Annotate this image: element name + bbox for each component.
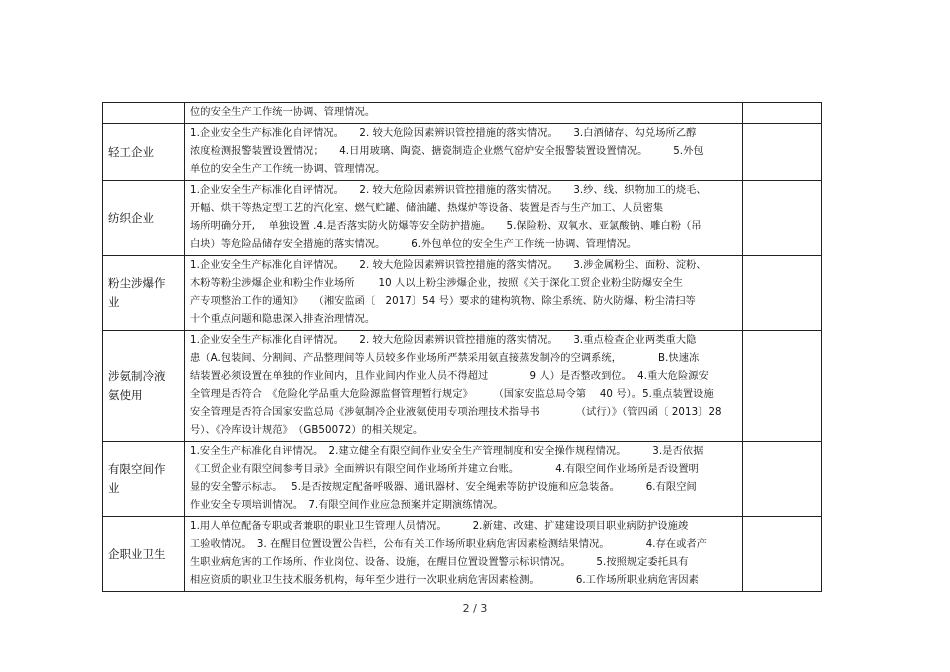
- content-line: 工验收情况。 3. 在醒目位置设置公告栏，公布有关工作场所职业病危害因素检测结果情况。 4.存在或者产: [190, 539, 708, 550]
- content-line: 开幅、烘干等热定型工艺的汽化室、燃气贮罐、储油罐、热煤炉等设备、装置是否与生产加工、人员密集: [190, 203, 664, 214]
- category-cell: [103, 331, 185, 442]
- blank-cell: [743, 517, 822, 592]
- category-cell: [103, 256, 185, 331]
- content-line: 1.企业安全生产标准化自评情况。 2. 较大危险因素辨识管控措施的落实情况。 3.重点检查企业两类重大隐: [190, 335, 697, 346]
- inspection-content-cell: [185, 517, 743, 592]
- content-line: 1.企业安全生产标准化自评情况。 2. 较大危险因素辨识管控措施的落实情况。 3.白酒储存、勾兑场所乙醇: [190, 128, 697, 139]
- content-line: 位的安全生产工作统一协调、管理情况。: [190, 107, 376, 118]
- blank-cell: [743, 181, 822, 256]
- content-line: 单位的安全生产工作统一协调、管理情况。: [190, 164, 386, 175]
- content-line: 全管理是否符合 《危险化学品重大危险源监督管理暂行规定》 （国家安监总局令第 40 号）。5.重点装置设施: [190, 389, 714, 400]
- blank-cell: [743, 256, 822, 331]
- content-line: 结装置必须设置在单独的作业间内，且作业间内作业人员不得超过 9 人）是否整改到位。 4.重大危险源安: [190, 371, 709, 382]
- category-cell: [103, 442, 185, 517]
- inspection-table: [102, 102, 822, 592]
- content-line: 作业安全专项培训情况。 7.有限空间作业应急预案并定期演练情况。: [190, 500, 504, 511]
- content-line: 1.企业安全生产标准化自评情况。 2. 较大危险因素辨识管控措施的落实情况。 3.纱、线、织物加工的烧毛、: [190, 185, 707, 196]
- table-row: [103, 256, 822, 331]
- content-line: 相应资质的职业卫生技术服务机构，每年至少进行一次职业病危害因素检测。 6.工作场所职业病危害因素: [190, 575, 699, 586]
- inspection-content-cell: [185, 256, 743, 331]
- content-line: 生职业病危害的工作场所、作业岗位、设备、设施，在醒目位置设置警示标识情况。 5.按照规定委托具有: [190, 557, 689, 568]
- category-label: 氨使用: [108, 388, 143, 402]
- blank-cell: [743, 124, 822, 181]
- content-line: 1.安全生产标准化自评情况。 2.建立健全有限空间作业安全生产管理制度和安全操作规程情况。 3.是否依据: [190, 446, 704, 457]
- category-label: 轻工企业: [108, 144, 154, 159]
- content-line: 安全管理是否符合国家安监总局《涉氨制冷企业液氨使用专项治理技术指导书 （试行）》（管四函〔 2013〕28: [190, 407, 722, 418]
- category-cell: [103, 124, 185, 181]
- table-body: [103, 103, 822, 592]
- table-row: [103, 181, 822, 256]
- category-label: 纺织企业: [108, 210, 154, 225]
- content-line: 产专项整治工作的通知》 （湘安监函〔 2017〕54 号）要求的建构筑物、除尘系统、防火防爆、粉尘清扫等: [190, 296, 696, 307]
- page-number: 2 / 3: [462, 602, 488, 615]
- table-row: [103, 124, 822, 181]
- blank-cell: [743, 103, 822, 124]
- content-line: 浓度检测报警装置设置情况； 4.日用玻璃、陶瓷、搪瓷制造企业燃气窑炉安全报警装置设置情况。 5.外包: [190, 146, 704, 157]
- table-row: [103, 103, 822, 124]
- content-line: 十个重点问题和隐患深入排查治理情况。: [190, 314, 376, 325]
- content-line: 1.企业安全生产标准化自评情况。 2. 较大危险因素辨识管控措施的落实情况。 3.涉金属粉尘、面粉、淀粉、: [190, 260, 707, 271]
- inspection-content-cell: [185, 103, 743, 124]
- category-label: 粉尘涉爆作: [108, 276, 166, 290]
- category-label: 企职业卫生: [108, 546, 166, 561]
- content-line: 场所明确分开, 单独设置 .4.是否落实防火防爆等安全防护措施。 5.保险粉、双氧水、亚氯酸钠、雕白粉（吊: [190, 221, 702, 232]
- blank-cell: [743, 331, 822, 442]
- table-row: [103, 442, 822, 517]
- category-label: 业: [108, 295, 120, 309]
- inspection-content-cell: [185, 331, 743, 442]
- category-label: 涉氨制冷液: [108, 369, 166, 383]
- category-label: 有限空间作: [108, 462, 166, 476]
- table-row: [103, 331, 822, 442]
- category-label: 业: [108, 481, 120, 495]
- blank-cell: [743, 442, 822, 517]
- content-line: 1.用人单位配备专职或者兼职的职业卫生管理人员情况。 2.新建、改建、扩建建设项目职业病防护设施竣: [190, 521, 689, 532]
- inspection-content-cell: [185, 181, 743, 256]
- inspection-content-cell: [185, 442, 743, 517]
- category-cell: [103, 103, 185, 124]
- content-line: 号）、《冷库设计规范》 （GB50072）的相关规定。: [190, 425, 424, 436]
- category-cell: [103, 517, 185, 592]
- table-row: [103, 517, 822, 592]
- content-line: 显的安全警示标志。 5.是否按规定配备呼吸器、通讯器材、安全绳索等防护设施和应急装备。 6.有限空间: [190, 482, 697, 493]
- inspection-content-cell: [185, 124, 743, 181]
- content-line: 白块）等危险品储存安全措施的落实情况。 6.外包单位的安全生产工作统一协调、管理情况。: [190, 239, 638, 250]
- content-line: 《工贸企业有限空间参考目录》全面辨识有限空间作业场所并建立台账。 4.有限空间作业场所是否设置明: [190, 464, 699, 475]
- content-line: 木粉等粉尘涉爆企业和粉尘作业场所 10 人以上粉尘涉爆企业，按照《关于深化工贸企业粉尘防爆安全生: [190, 278, 684, 289]
- content-line: 患（A.包装间、分割间、产品整理间等人员较多作业场所严禁采用氨直接蒸发制冷的空调系统， B.快速冻: [190, 353, 700, 364]
- category-cell: [103, 181, 185, 256]
